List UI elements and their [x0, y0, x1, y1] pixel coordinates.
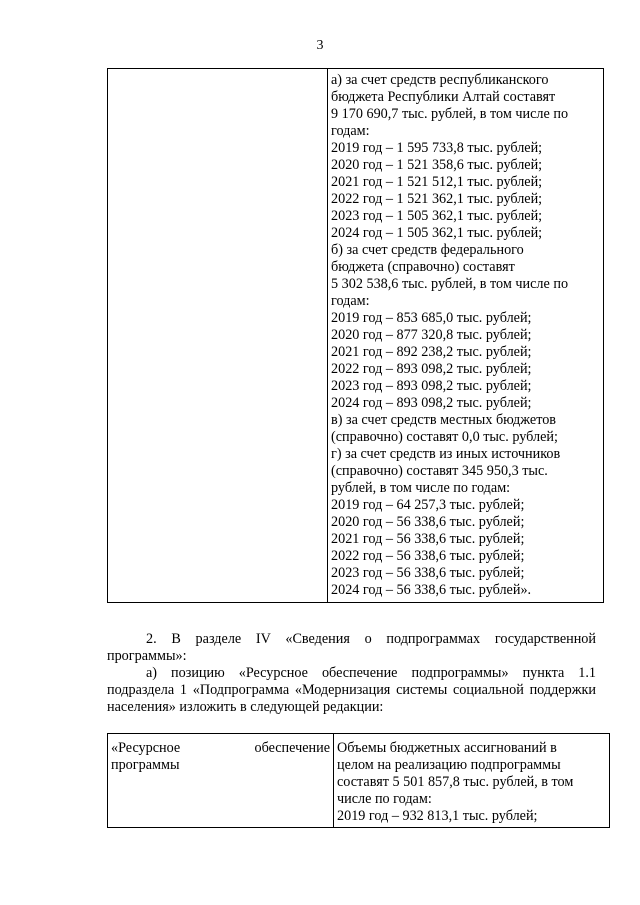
funding-line: 5 302 538,6 тыс. рублей, в том числе по [331, 276, 569, 292]
funding-line: а) за счет средств республиканского [331, 72, 549, 88]
funding-line: 2023 год – 893 098,2 тыс. рублей; [331, 378, 532, 394]
funding-line: 2022 год – 1 521 362,1 тыс. рублей; [331, 191, 543, 207]
funding-details-cell [328, 69, 604, 603]
funding-line: годам: [331, 293, 370, 309]
resource-line: Объемы бюджетных ассигнований в [337, 740, 557, 756]
funding-line: рублей, в том числе по годам: [331, 480, 511, 496]
resource-line: целом на реализацию подпрограммы [337, 757, 561, 773]
table-row [108, 69, 604, 603]
resource-line: 2019 год – 932 813,1 тыс. рублей; [337, 808, 538, 824]
funding-line: 2024 год – 1 505 362,1 тыс. рублей; [331, 225, 543, 241]
resource-label-line [111, 740, 330, 757]
funding-line: г) за счет средств из иных источников [331, 446, 561, 462]
funding-line: 2020 год – 1 521 358,6 тыс. рублей; [331, 157, 543, 173]
resource-line: составят 5 501 857,8 тыс. рублей, в том [337, 774, 574, 790]
resource-label-word: обеспечение [254, 740, 330, 756]
resource-label-cell [108, 734, 334, 828]
funding-line: 2019 год – 1 595 733,8 тыс. рублей; [331, 140, 543, 156]
funding-line: 2022 год – 56 338,6 тыс. рублей; [331, 548, 525, 564]
funding-table [107, 68, 604, 603]
funding-line: годам: [331, 123, 370, 139]
page-number: 3 [316, 38, 324, 53]
funding-line: в) за счет средств местных бюджетов [331, 412, 556, 428]
funding-line: б) за счет средств федерального [331, 242, 524, 258]
funding-line: 9 170 690,7 тыс. рублей, в том числе по [331, 106, 569, 122]
funding-line: бюджета Республики Алтай составят [331, 89, 556, 105]
funding-line: (справочно) составят 0,0 тыс. рублей; [331, 429, 558, 445]
resource-line: числе по годам: [337, 791, 432, 807]
empty-label-cell [108, 69, 328, 603]
section-paragraph: 2. В разделе IV «Сведения о подпрограммах государственной программы»: [107, 631, 596, 664]
resource-label-line: программы [111, 757, 180, 773]
subprogram-resource-table [107, 733, 610, 828]
funding-line: 2023 год – 56 338,6 тыс. рублей; [331, 565, 525, 581]
funding-line: 2024 год – 56 338,6 тыс. рублей». [331, 582, 532, 598]
funding-line: 2024 год – 893 098,2 тыс. рублей; [331, 395, 532, 411]
funding-line: 2019 год – 853 685,0 тыс. рублей; [331, 310, 532, 326]
funding-line: 2019 год – 64 257,3 тыс. рублей; [331, 497, 525, 513]
funding-line: 2021 год – 56 338,6 тыс. рублей; [331, 531, 525, 547]
funding-line: 2021 год – 1 521 512,1 тыс. рублей; [331, 174, 543, 190]
funding-line: 2022 год – 893 098,2 тыс. рублей; [331, 361, 532, 377]
funding-line: бюджета (справочно) составят [331, 259, 515, 275]
resource-label-word: «Ресурсное [111, 740, 181, 756]
funding-line: 2020 год – 877 320,8 тыс. рублей; [331, 327, 532, 343]
table-row [108, 734, 610, 828]
funding-line: 2021 год – 892 238,2 тыс. рублей; [331, 344, 532, 360]
funding-line: 2020 год – 56 338,6 тыс. рублей; [331, 514, 525, 530]
resource-details-cell [334, 734, 610, 828]
funding-line: (справочно) составят 345 950,3 тыс. [331, 463, 548, 479]
funding-line: 2023 год – 1 505 362,1 тыс. рублей; [331, 208, 543, 224]
amendment-paragraph: а) позицию «Ресурсное обеспечение подпрограммы» пункта 1.1 подраздела 1 «Подпрограмма «Модернизация системы социальной поддержки населения» изложить в следующей редакции: [107, 665, 596, 715]
